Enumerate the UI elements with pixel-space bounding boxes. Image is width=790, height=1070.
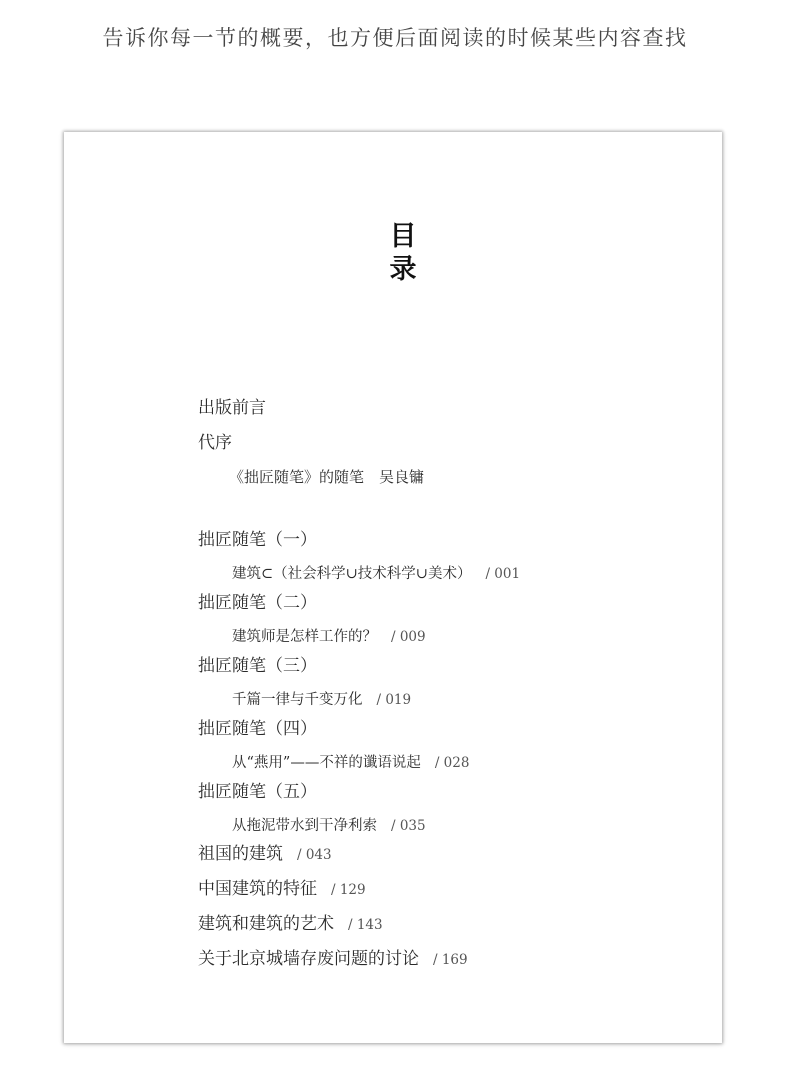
toc-entry-title: 拙匠随笔（五） bbox=[198, 782, 317, 802]
toc-entry bbox=[232, 567, 520, 582]
toc-entry-page: / 035 bbox=[391, 818, 426, 834]
toc-entry-title: 从“燕用”——不祥的谶语说起 bbox=[232, 755, 421, 771]
toc-entry bbox=[232, 756, 469, 771]
toc-entry bbox=[198, 721, 331, 738]
toc-foreword-heading: 代序 bbox=[198, 433, 232, 453]
toc-entry bbox=[232, 693, 411, 708]
banner-caption: 告诉你每一节的概要，也方便后面阅读的时候某些内容查找 bbox=[102, 26, 688, 50]
toc-entry-title: 建筑⊂（社会科学∪技术科学∪美术） bbox=[232, 566, 472, 582]
book-page bbox=[64, 132, 722, 1043]
toc-entry bbox=[198, 784, 331, 801]
toc-foreword-entry: 《拙匠随笔》的随笔 吴良镛 bbox=[229, 468, 425, 486]
toc-entry bbox=[198, 881, 366, 898]
toc-entry-title: 拙匠随笔（四） bbox=[198, 719, 317, 739]
toc-entry-title: 建筑和建筑的艺术 bbox=[198, 914, 334, 934]
toc-entry bbox=[232, 630, 426, 645]
toc-entry-page: / 143 bbox=[348, 917, 383, 933]
toc-entry-page: / 009 bbox=[391, 629, 426, 645]
toc-entry bbox=[198, 532, 331, 549]
toc-entry-title: 中国建筑的特征 bbox=[198, 879, 317, 899]
toc-entry bbox=[198, 595, 331, 612]
toc-entry-page: / 028 bbox=[434, 755, 470, 771]
toc-entry-title: 拙匠随笔（三） bbox=[198, 656, 317, 676]
toc-entry-title: 祖国的建筑 bbox=[198, 844, 283, 864]
toc-entry-page: / 043 bbox=[297, 847, 332, 863]
toc-entry bbox=[198, 916, 383, 933]
toc-entry-title: 关于北京城墙存废问题的讨论 bbox=[198, 949, 419, 969]
toc-entry bbox=[198, 846, 332, 863]
toc-entry bbox=[232, 819, 426, 834]
toc-entry-page: / 019 bbox=[376, 692, 412, 708]
toc-entry-title: 千篇一律与千变万化 bbox=[232, 692, 363, 708]
toc-entry-title: 拙匠随笔（一） bbox=[198, 530, 317, 550]
toc-entry bbox=[198, 951, 468, 968]
toc-entry bbox=[198, 658, 331, 675]
toc-entry-page: / 001 bbox=[485, 566, 521, 582]
toc-preface: 出版前言 bbox=[198, 398, 266, 418]
toc-entry-page: / 129 bbox=[331, 882, 366, 898]
page-title: 目录 bbox=[389, 221, 417, 285]
toc-entry-title: 拙匠随笔（二） bbox=[198, 593, 317, 613]
toc-entry-page: / 169 bbox=[433, 952, 468, 968]
toc-entry-title: 建筑师是怎样工作的？ bbox=[232, 629, 377, 645]
toc-entry-title: 从拖泥带水到干净利索 bbox=[232, 818, 377, 834]
